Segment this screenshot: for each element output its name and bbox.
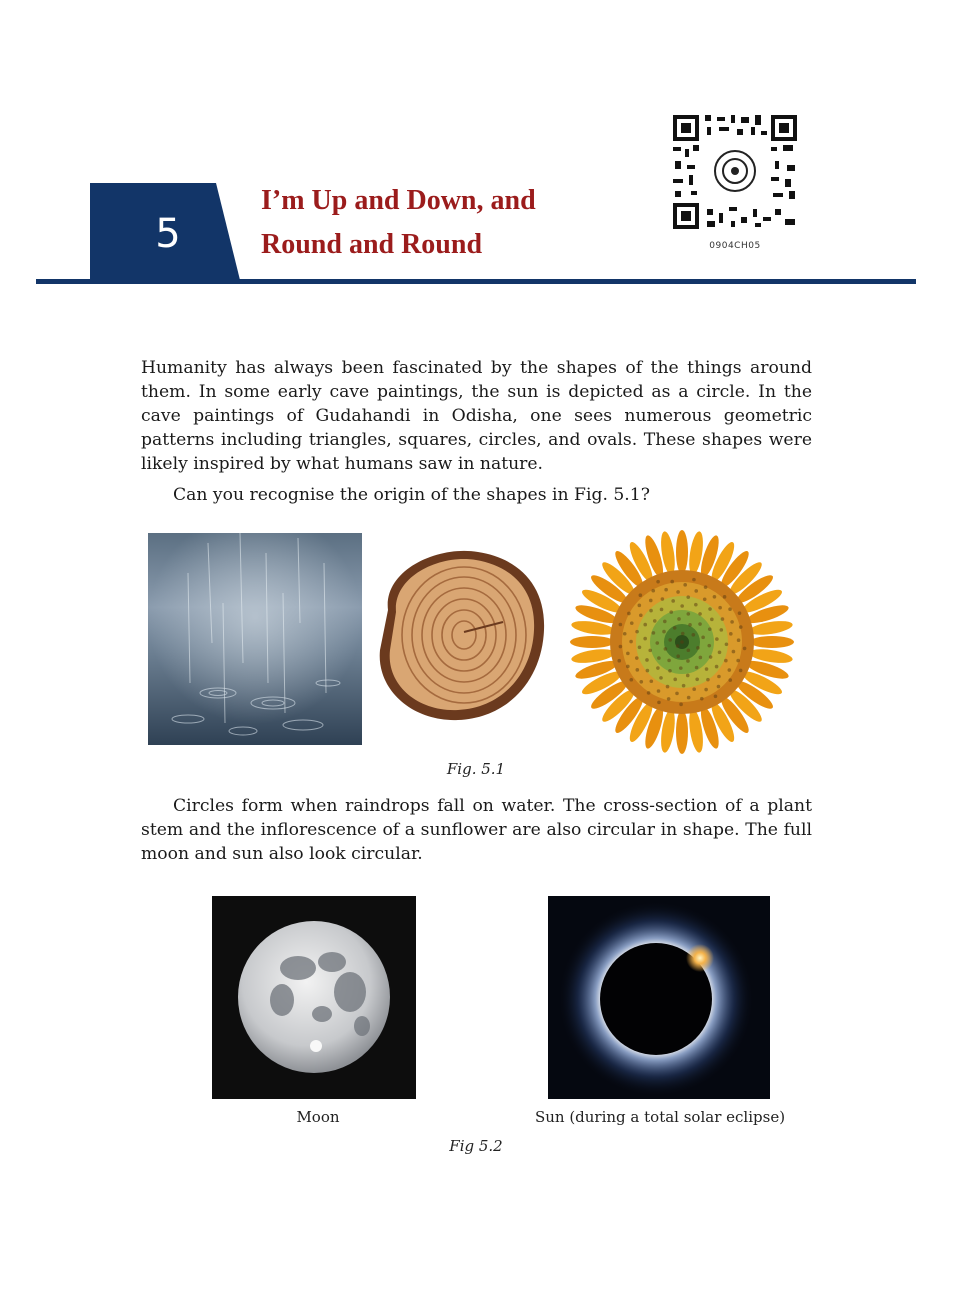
circles-paragraph: Circles form when raindrops fall on water. The cross-section of a plant stem and the inflorescence of a sunflower are also circular in shape. The full moon and sun also look circular. — [141, 796, 812, 864]
moon-label: Moon — [296, 1108, 340, 1126]
chapter-title-line2: Round and Round — [261, 229, 483, 260]
qr-code-icon[interactable] — [671, 113, 799, 231]
chapter-title-line1: I’m Up and Down, and — [261, 185, 536, 216]
tree-cross-section-image — [368, 540, 550, 725]
sunflower-image — [557, 517, 807, 767]
chapter-number: 5 — [155, 211, 181, 257]
raindrops-image — [148, 533, 362, 745]
figure-5-2-caption: Fig 5.2 — [449, 1137, 503, 1155]
qr-code-label: 0904CH05 — [709, 241, 761, 251]
question-paragraph: Can you recognise the origin of the shapes in Fig. 5.1? — [173, 485, 650, 505]
header-rule — [36, 279, 916, 284]
sun-label: Sun (during a total solar eclipse) — [534, 1108, 786, 1126]
figure-5-1-caption: Fig. 5.1 — [446, 760, 506, 778]
solar-eclipse-image — [548, 896, 770, 1099]
moon-image — [212, 896, 416, 1099]
intro-paragraph: Humanity has always been fascinated by the shapes of the things around them. In some early cave paintings, the sun is depicted as a circle. In the cave paintings of Gudahandi in Odisha, one sees numerous geometric patterns including triangles, squares, circles, and ovals. These shapes were likely inspired by what humans saw in nature. — [141, 358, 812, 474]
